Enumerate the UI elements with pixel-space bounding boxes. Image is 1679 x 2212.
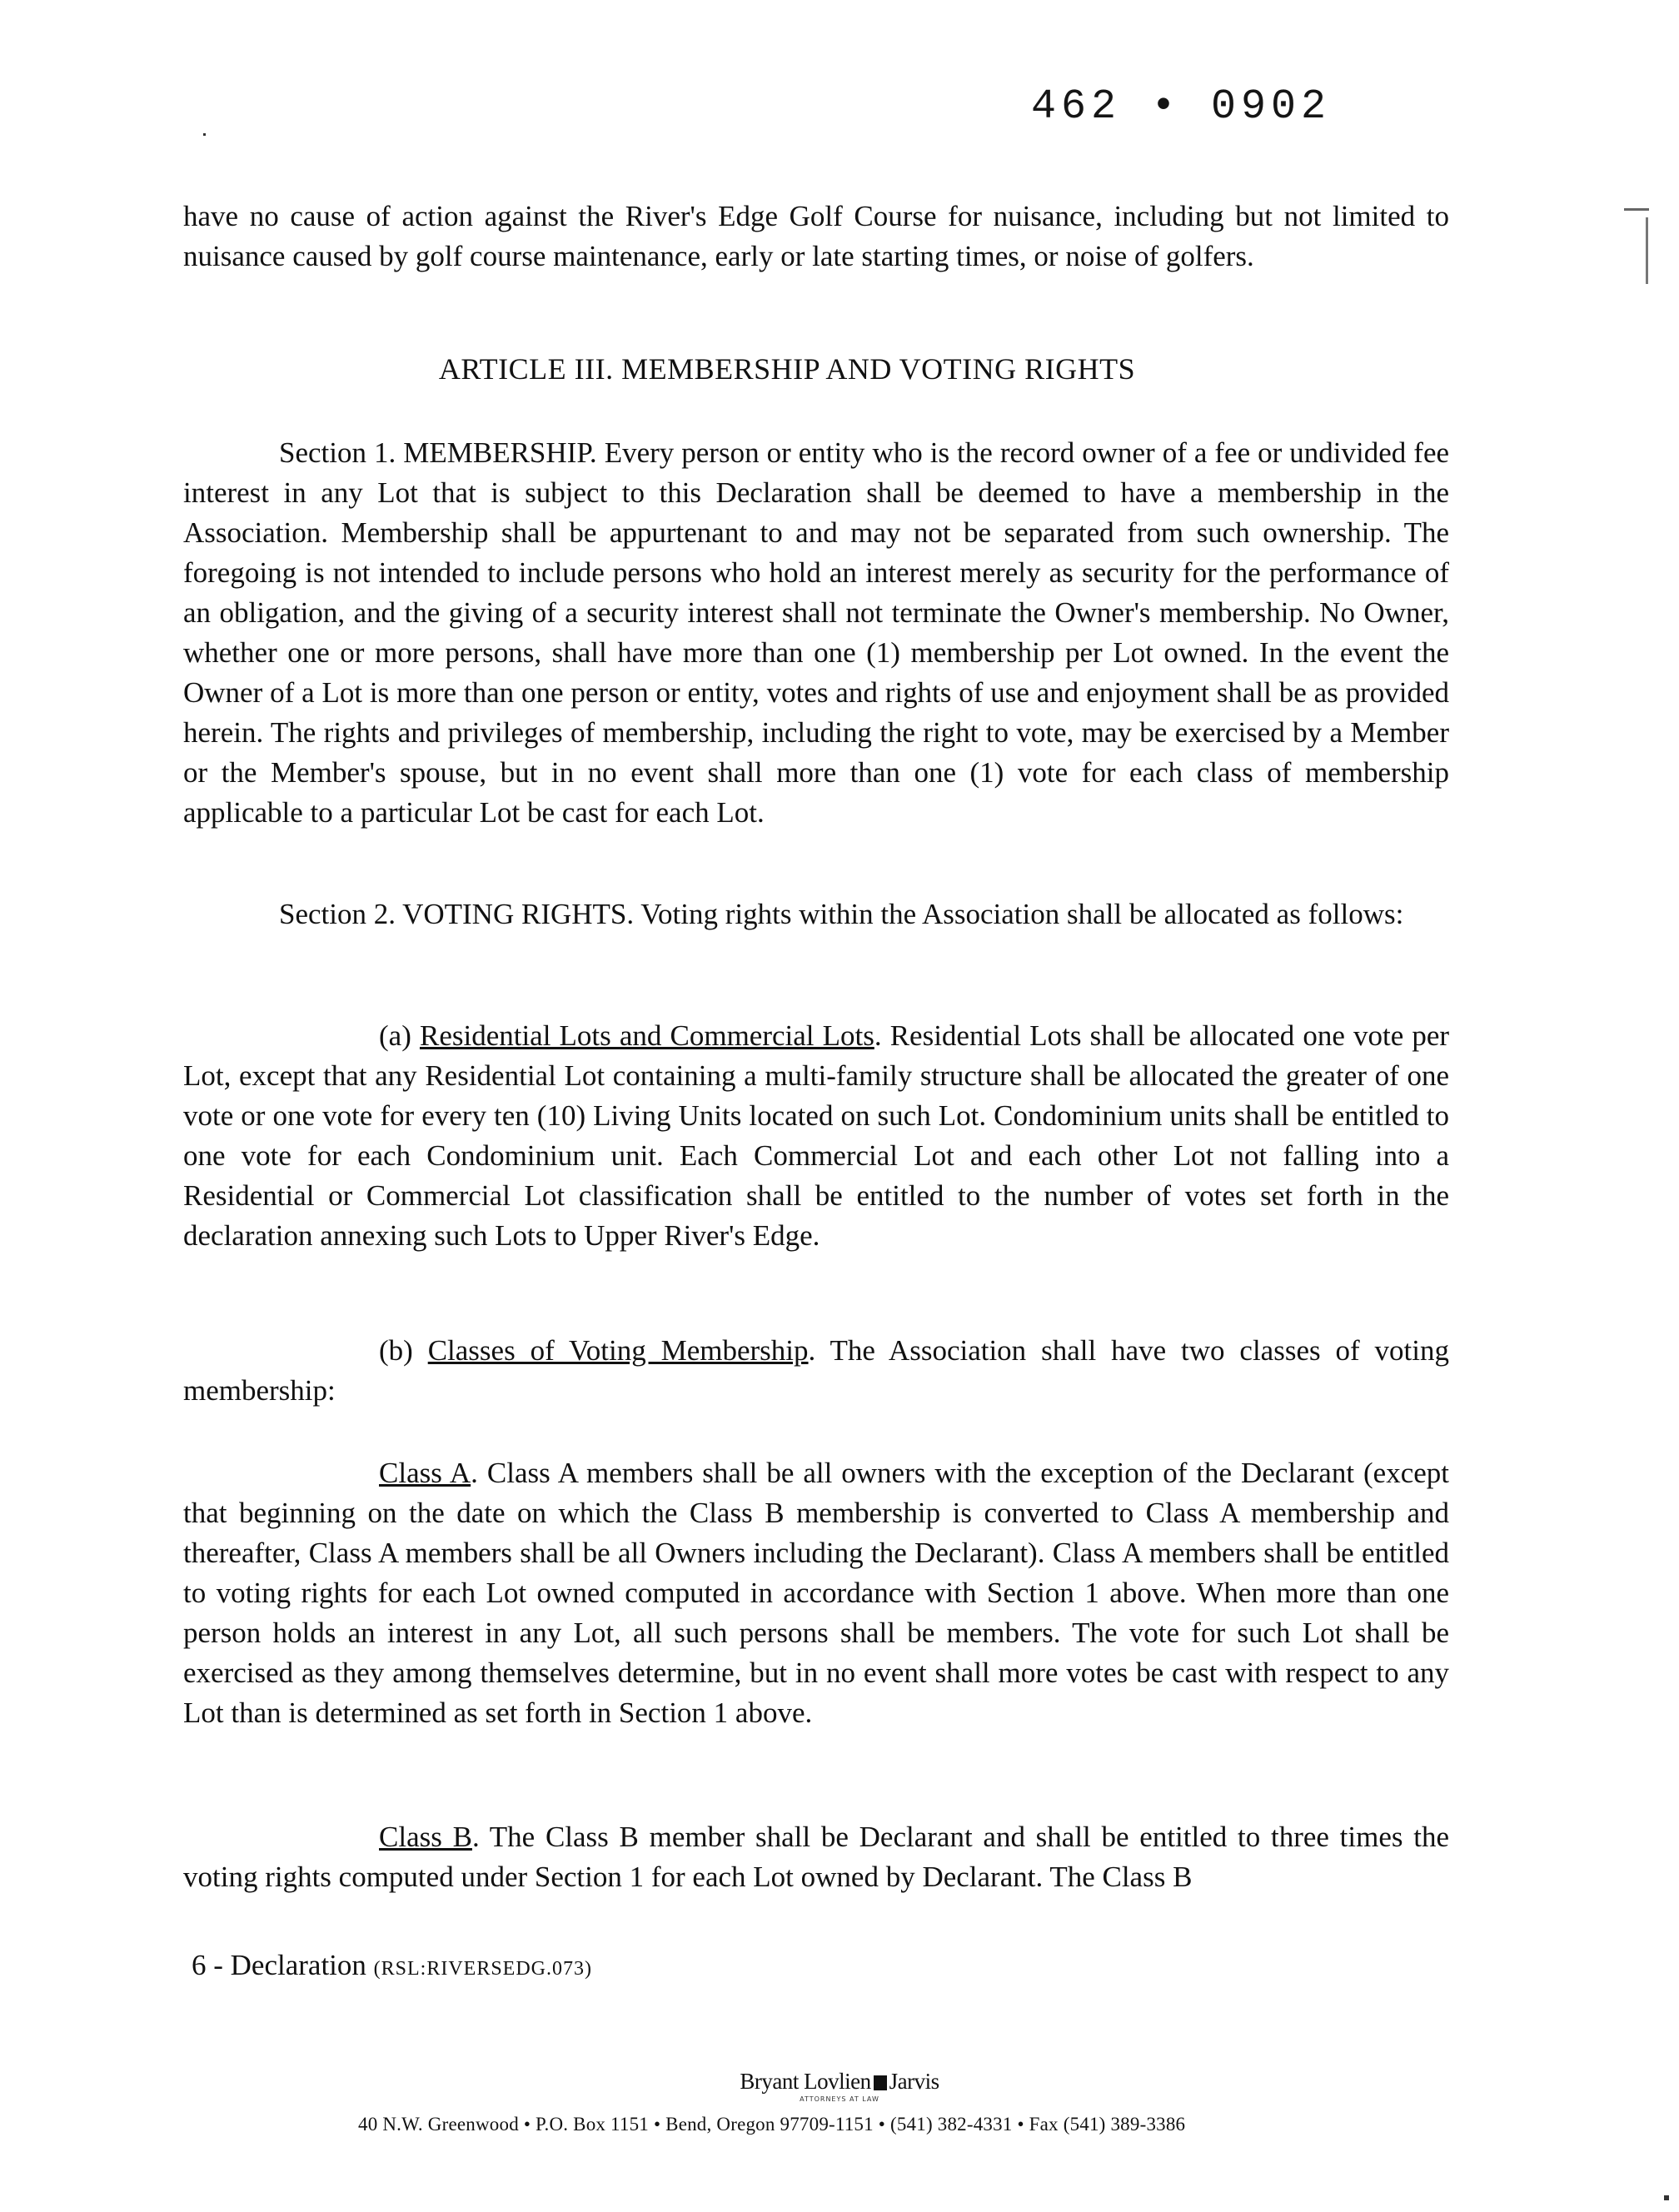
subsection-a-text: Residential Lots shall be allocated one vote per Lot, except that any Residential Lot containing a multi-family structure shall be allocated the greater of one vote or one vote for every ten (10) Living Units located on such Lot. Condominium units shall be entitled to one vote for each Condominium unit. Each Commercial Lot and each other Lot not falling into a Residential or Commercial Lot classification shall be entitled to the number of votes set forth in the declaration annexing such Lots to Upper River's Edge. — [183, 1019, 1450, 1252]
footer-page-label: 6 - Declaration — [192, 1949, 366, 1981]
class-b-paragraph: Class B. The Class B member shall be Declarant and shall be entitled to three times the voting rights computed under Section 1 for each Lot owned by Declarant. The Class B — [183, 1821, 1449, 1893]
subsection-b: (b) Classes of Voting Membership. The Association shall have two classes of voting membership: — [183, 1334, 1449, 1407]
section-2-text: Voting rights within the Association shall be allocated as follows: — [640, 898, 1404, 930]
subsection-b-heading: Classes of Voting Membership — [427, 1334, 809, 1367]
subsection-a-heading: Residential Lots and Commercial Lots — [419, 1019, 874, 1052]
square-divider-icon — [874, 2075, 887, 2090]
class-b-heading: Class B — [379, 1821, 472, 1853]
footer-file-code: (RSL:RIVERSEDG.073) — [373, 1958, 592, 1980]
page-footer — [192, 1949, 592, 1982]
section-1-membership — [183, 433, 1449, 833]
scan-edge-mark — [1624, 208, 1654, 291]
section-1-text: Every person or entity who is the record owner of a fee or undivided fee interest in any Lot that is subject to this Declaration shall be deemed to have a membership in the Association. Membership shall be appurtenant to and may not be separated from such ownership. The foregoing is not intended to include persons who hold an interest merely as security for the performance of an obligation, and the giving of a security interest shall not terminate the Owner's membership. No Owner, whether one or more persons, shall have more than one (1) membership per Lot owned. In the event the Owner of a Lot is more than one person or entity, votes and rights of use and enjoyment shall be as provided herein. The rights and privileges of membership, including the right to vote, may be exercised by a Member or the Member's spouse, but in no event shall more than one (1) vote for each class of membership applicable to a particular Lot be cast for each Lot. — [183, 436, 1450, 829]
section-1-lead: Section 1. MEMBERSHIP. — [279, 436, 597, 469]
subsection-a: (a) Residential Lots and Commercial Lots. Residential Lots shall be allocated one vote per Lot, except that any Residential Lot containing a multi-family structure shall be allocated the greater of one vote or one vote for every ten (10) Living Units located on such Lot. Condominium units shall be entitled to one vote for each Condominium unit. Each Commercial Lot and each other Lot not falling into a Residential or Commercial Lot classification shall be entitled to the number of votes set forth in the declaration annexing such Lots to Upper River's Edge. — [183, 1019, 1450, 1252]
section-2-voting-rights — [183, 894, 1449, 934]
letterhead-address: 40 N.W. Greenwood • P.O. Box 1151 • Bend, Oregon 97709-1151 • (541) 382-4331 • Fax (541) 389-3386 — [358, 2114, 1186, 2135]
section-2-lead: Section 2. VOTING RIGHTS. — [279, 898, 635, 930]
scan-speck — [1664, 2195, 1669, 2200]
firm-name-left: Bryant Lovlien — [740, 2069, 871, 2094]
scan-speck — [203, 133, 206, 136]
subsection-b-text: The Association shall have two classes of voting membership: — [183, 1334, 1449, 1407]
letterhead-firm-name — [0, 2069, 1679, 2095]
class-a-heading: Class A — [379, 1457, 471, 1489]
subsection-b-marker: (b) — [379, 1334, 413, 1367]
continuation-paragraph: have no cause of action against the River's Edge Golf Course for nuisance, including but not limited to nuisance caused by golf course maintenance, early or late starting times, or noise of golfers. — [183, 200, 1449, 272]
class-b-text: The Class B member shall be Declarant and shall be entitled to three times the voting rights computed under Section 1 for each Lot owned by Declarant. The Class B — [183, 1821, 1449, 1893]
letterhead-subtitle: ATTORNEYS AT LAW — [800, 2095, 879, 2103]
class-a-text: Class A members shall be all owners with the exception of the Declarant (except that beginning on the date on which the Class B membership is converted to Class A membership and thereafter, Class A members shall be all Owners including the Declarant). Class A members shall be entitled to voting rights for each Lot owned computed in accordance with Section 1 above. When more than one person holds an interest in any Lot, all such persons shall be members. The vote for such Lot shall be exercised as they among themselves determine, but in no event shall more votes be cast with respect to any Lot than is determined as set forth in Section 1 above. — [183, 1457, 1450, 1729]
subsection-a-marker: (a) — [379, 1019, 411, 1052]
class-a-paragraph: Class A. Class A members shall be all owners with the exception of the Declarant (except that beginning on the date on which the Class B membership is converted to Class A membership and thereafter, Class A members shall be all Owners including the Declarant). Class A members shall be entitled to voting rights for each Lot owned computed in accordance with Section 1 above. When more than one person holds an interest in any Lot, all such persons shall be members. The vote for such Lot shall be exercised as they among themselves determine, but in no event shall more votes be cast with respect to any Lot than is determined as set forth in Section 1 above. — [183, 1457, 1450, 1729]
firm-name-right: Jarvis — [889, 2069, 939, 2094]
page-stamp: 462 • 0902 — [1031, 83, 1332, 131]
article-title: ARTICLE III. MEMBERSHIP AND VOTING RIGHTS — [438, 352, 1136, 386]
